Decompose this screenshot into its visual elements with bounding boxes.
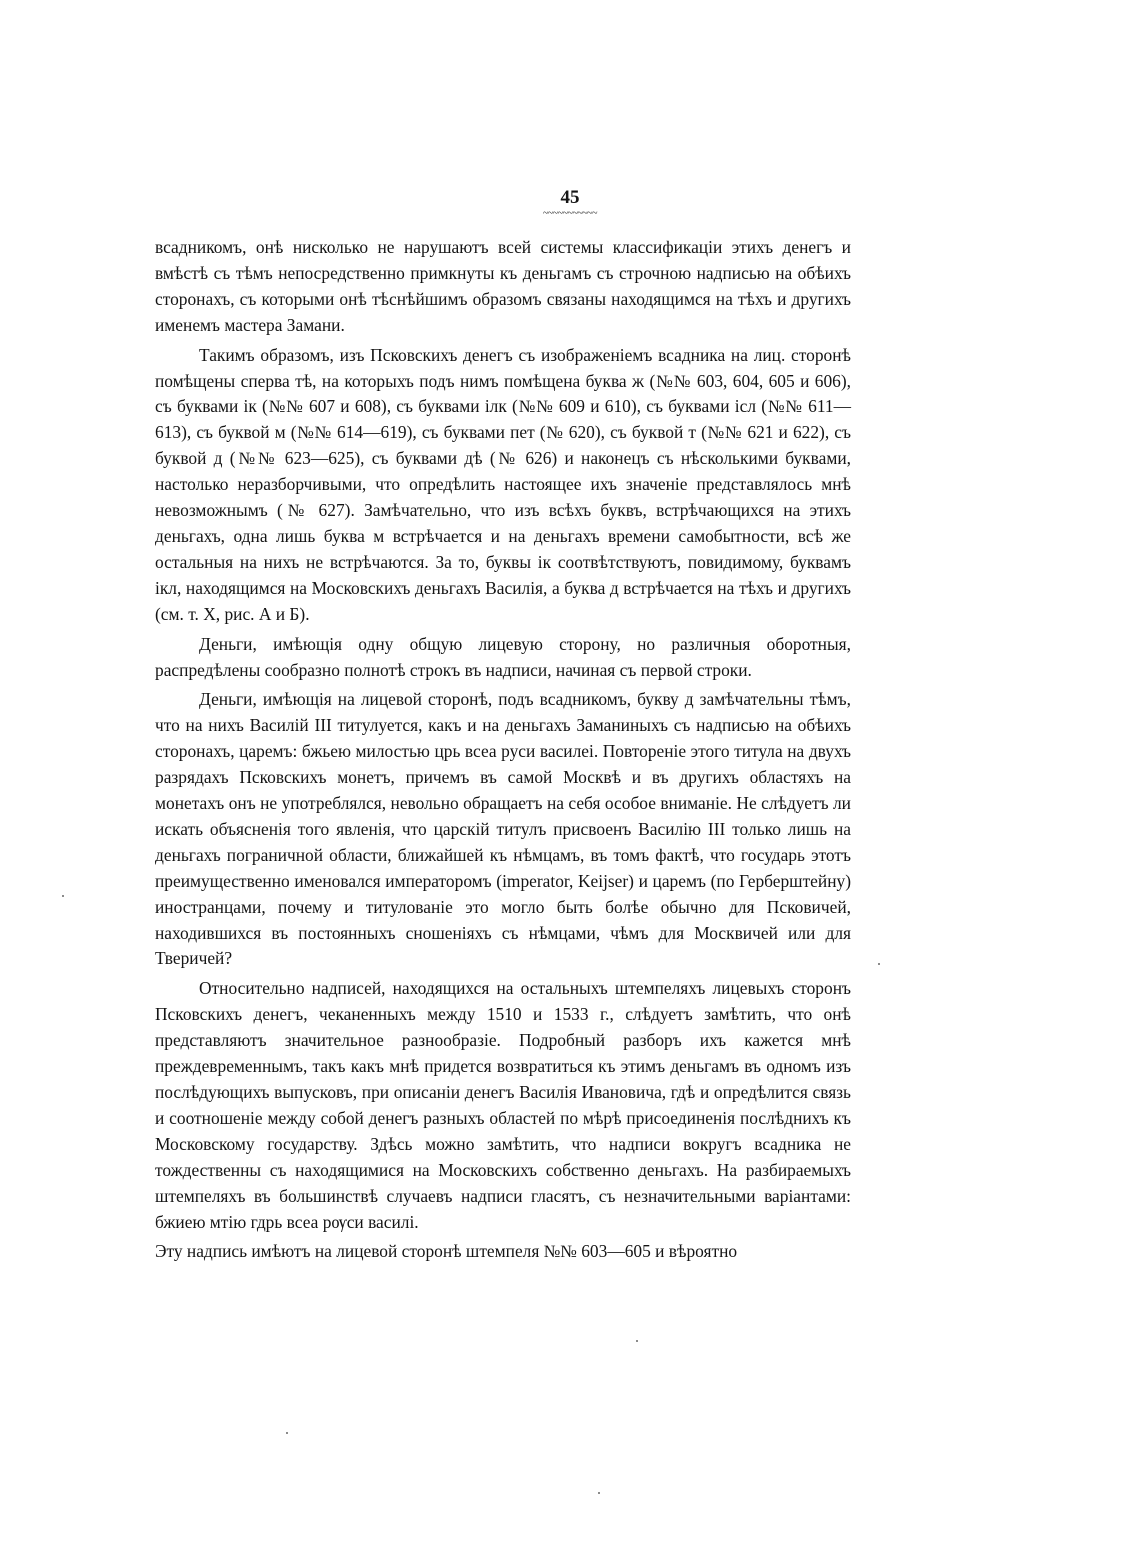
paragraph-3: Деньги, имѣющія одну общую лицевую сторону, но различныя оборотныя, распредѣлены сообразно полнотѣ строкъ въ надписи, начиная съ первой строки. <box>155 633 851 680</box>
paragraph-2: Такимъ образомъ, изъ Псковскихъ денегъ съ изображеніемъ всадника на лиц. сторонѣ помѣщены сперва тѣ, на которыхъ подъ нимъ помѣщена буква ж (№№ 603, 604, 605 и 606), съ буквами ік (№№ 607 и 608), съ буквами ілк (№№ 609 и 610), съ буквами іcл (№№ 611—613), съ буквой м (№№ 614—619), съ буквами пет (№ 620), съ буквой т (№№ 621 и 622), съ буквой д (№№ 623—625), съ буквами дѣ (№ 626) и наконецъ съ нѣсколькими буквами, настолько неразборчивыми, что опредѣлить настоящее ихъ значеніе представлялось мнѣ невозможнымъ (№ 627). Замѣчательно, что изъ всѣхъ буквъ, встрѣчающихся на этихъ деньгахъ, одна лишь буква м встрѣчается и на деньгахъ времени самобытности, всѣ же остальныя на нихъ не встрѣчаются. За то, буквы ік соотвѣтствуютъ, повидимому, буквамъ ікл, находящимся на Московскихъ деньгахъ Василія, а буква д встрѣчается на тѣхъ и другихъ (см. т. X, рис. А и Б). <box>155 344 851 624</box>
paragraph-6: Эту надпись имѣютъ на лицевой сторонѣ штемпеля №№ 603—605 и вѣроятно <box>155 1241 738 1262</box>
paper-speck <box>636 1340 638 1342</box>
paper-speck <box>62 895 64 897</box>
header-ornament: ~~~~~~~~~~~ <box>542 208 597 219</box>
paper-speck <box>878 963 880 965</box>
paragraph-4: Деньги, имѣющія на лицевой сторонѣ, подъ всадникомъ, букву д замѣчательны тѣмъ, что на нихъ Василій III титулуется, какъ и на деньгахъ Заманиныхъ съ надписью на обѣихъ сторонахъ, царемъ: бжьею милостью црь всеа руси василеі. Повтореніе этого титула на двухъ разрядахъ Псковскихъ монетъ, причемъ въ самой Москвѣ и въ другихъ областяхъ на монетахъ онъ не употреблялся, невольно обращаетъ на себя особое вниманіе. Не слѣдуетъ ли искать объясненія того явленія, что царскій титулъ присвоенъ Василію III только лишь на деньгахъ пограничной области, ближайшей къ нѣмцамъ, въ томъ фактѣ, что государь этотъ преимущественно именовался императоромъ (imperator, Keijser) и царемъ (по Герберштейну) иностранцами, почему и титулованіе это могло быть болѣе обычно для Псковичей, находившихся въ постоянныхъ сношеніяхъ съ нѣмцами, чѣмъ для Москвичей или для Тверичей? <box>155 689 851 969</box>
body-text <box>155 235 851 1265</box>
paragraph-1: всадникомъ, онѣ нисколько не нарушаютъ всей системы классификаціи этихъ денегъ и вмѣстѣ съ тѣмъ непосредственно примкнуты къ деньгамъ съ строчною надписью на обѣихъ сторонахъ, съ которыми онѣ тѣснѣйшимъ образомъ связаны находящимся на тѣхъ и другихъ именемъ мастера Замани. <box>155 237 851 335</box>
paper-speck <box>598 1492 600 1494</box>
page-number: 45 <box>560 187 580 208</box>
paragraph-5: Относительно надписей, находящихся на остальныхъ штемпеляхъ лицевыхъ сторонъ Псковскихъ денегъ, чеканенныхъ между 1510 и 1533 г., слѣдуетъ замѣтить, что онѣ представляютъ значительное разнообразіе. Подробный разборъ ихъ кажется мнѣ преждевременнымъ, такъ какъ мнѣ придется возвратиться къ этимъ деньгамъ въ одномъ изъ послѣдующихъ выпусковъ, при описаніи денегъ Василія Ивановича, гдѣ и опредѣлится связь и соотношеніе между собой денегъ разныхъ областей по мѣрѣ присоединенія послѣднихъ къ Московскому государству. Здѣсь можно замѣтить, что надписи вокругъ всадника не тождественны съ находящимися на Московскихъ собственно деньгахъ. На разбираемыхъ штемпеляхъ въ большинствѣ случаевъ надписи гласятъ, съ незначительными варіантами: бжиею мтію гдрь всеа рѹси василі. <box>155 978 851 1232</box>
paper-speck <box>286 1432 288 1434</box>
